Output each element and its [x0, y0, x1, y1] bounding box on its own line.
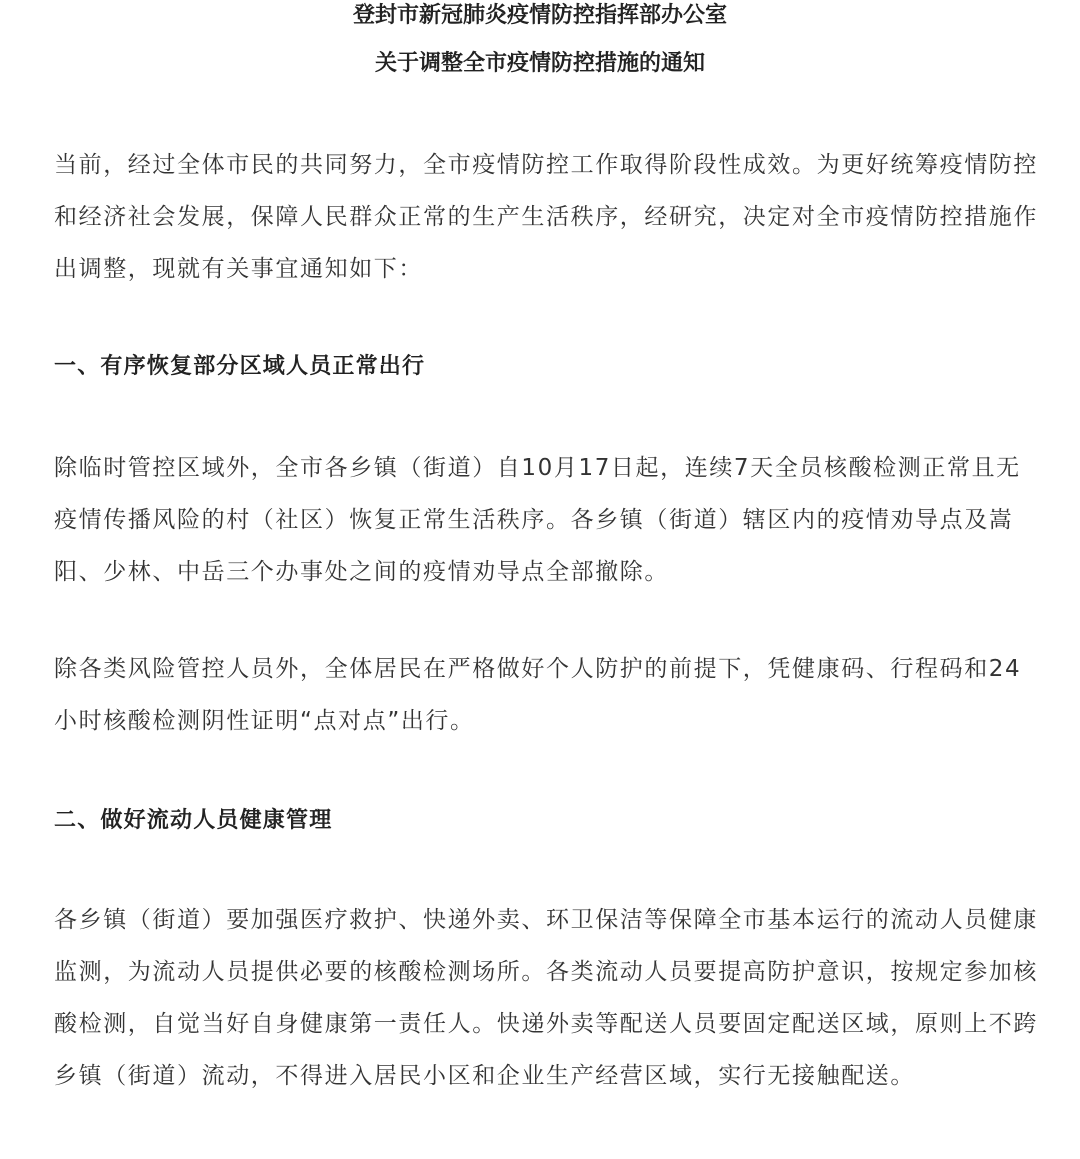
document-title-line-1: 登封市新冠肺炎疫情防控指挥部办公室 — [352, 3, 727, 28]
intro-paragraph: 当前，经过全体市民的共同努力，全市疫情防控工作取得阶段性成效。为更好统筹疫情防控和经济社会发展，保障人民群众正常的生产生活秩序，经研究，决定对全市疫情防控措施作出调整，现就有关事宜通知如下： — [54, 152, 1038, 282]
section-1-paragraph-1: 除临时管控区域外，全市各乡镇（街道）自10月17日起，连续7天全员核酸检测正常且无疫情传播风险的村（社区）恢复正常生活秩序。各乡镇（街道）辖区内的疫情劝导点及嵩阳、少林、中岳三个办事处之间的疫情劝导点全部撤除。 — [54, 455, 1021, 585]
section-1-paragraph-2: 除各类风险管控人员外，全体居民在严格做好个人防护的前提下，凭健康码、行程码和24小时核酸检测阴性证明“点对点”出行。 — [54, 656, 1022, 734]
section-1-heading: 一、有序恢复部分区域人员正常出行 — [54, 354, 426, 379]
section-2-paragraph-1: 各乡镇（街道）要加强医疗救护、快递外卖、环卫保洁等保障全市基本运行的流动人员健康监测，为流动人员提供必要的核酸检测场所。各类流动人员要提高防护意识，按规定参加核酸检测，自觉当好自身健康第一责任人。快递外卖等配送人员要固定配送区域，原则上不跨乡镇（街道）流动，不得进入居民小区和企业生产经营区域，实行无接触配送。 — [54, 907, 1038, 1089]
document-title-line-2: 关于调整全市疫情防控措施的通知 — [374, 51, 705, 76]
section-2-heading: 二、做好流动人员健康管理 — [54, 808, 333, 833]
